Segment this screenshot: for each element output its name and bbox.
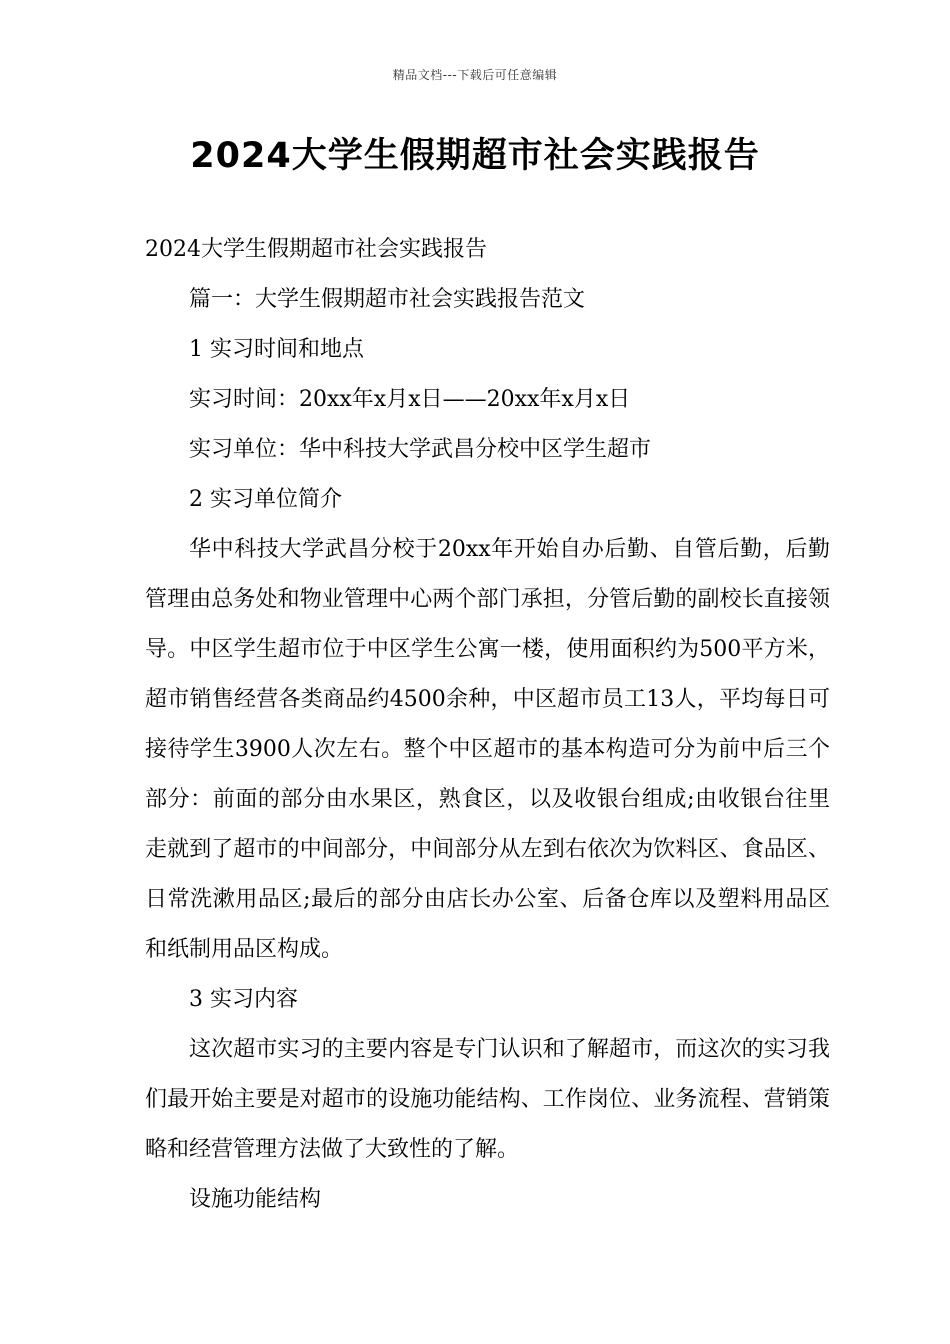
paragraph-section-heading: 篇一：大学生假期超市社会实践报告范文 — [189, 287, 586, 312]
document-title: 2024大学生假期超市社会实践报告 — [190, 136, 760, 176]
paragraph-heading-facilities: 设施功能结构 — [189, 1187, 322, 1212]
paragraph-content: 这次超市实习的主要内容是专门认识和了解超市，而这次的实习我们最开始主要是对超市的设施功能结构、工作岗位、业务流程、营销策略和经营管理方法做了大致性的了解。 — [145, 1037, 830, 1162]
document-subtitle: 2024大学生假期超市社会实践报告 — [145, 237, 487, 262]
paragraph-heading-content: 3 实习内容 — [189, 987, 298, 1012]
header-note: 精品文档---下载后可任意编辑 — [392, 68, 558, 82]
paragraph-internship-unit: 实习单位：华中科技大学武昌分校中区学生超市 — [189, 437, 652, 462]
paragraph-heading-unit-intro: 2 实习单位简介 — [189, 487, 342, 512]
document-body — [145, 225, 830, 1225]
paragraph-unit-intro: 华中科技大学武昌分校于20xx年开始自办后勤、自管后勤，后勤管理由总务处和物业管理中心两个部门承担，分管后勤的副校长直接领导。中区学生超市位于中区学生公寓一楼，使用面积约为500平方米，超市销售经营各类商品约4500余种，中区超市员工13人，平均每日可接待学生3900人次左右。整个中区超市的基本构造可分为前中后三个部分：前面的部分由水果区，熟食区，以及收银台组成;由收银台往里走就到了超市的中间部分，中间部分从左到右依次为饮料区、食品区、日常洗漱用品区;最后的部分由店长办公室、后备仓库以及塑料用品区和纸制用品区构成。 — [145, 537, 830, 962]
paragraph-heading-time-place: 1 实习时间和地点 — [189, 337, 364, 362]
paragraph-internship-time: 实习时间：20xx年x月x日——20xx年x月x日 — [189, 387, 631, 412]
